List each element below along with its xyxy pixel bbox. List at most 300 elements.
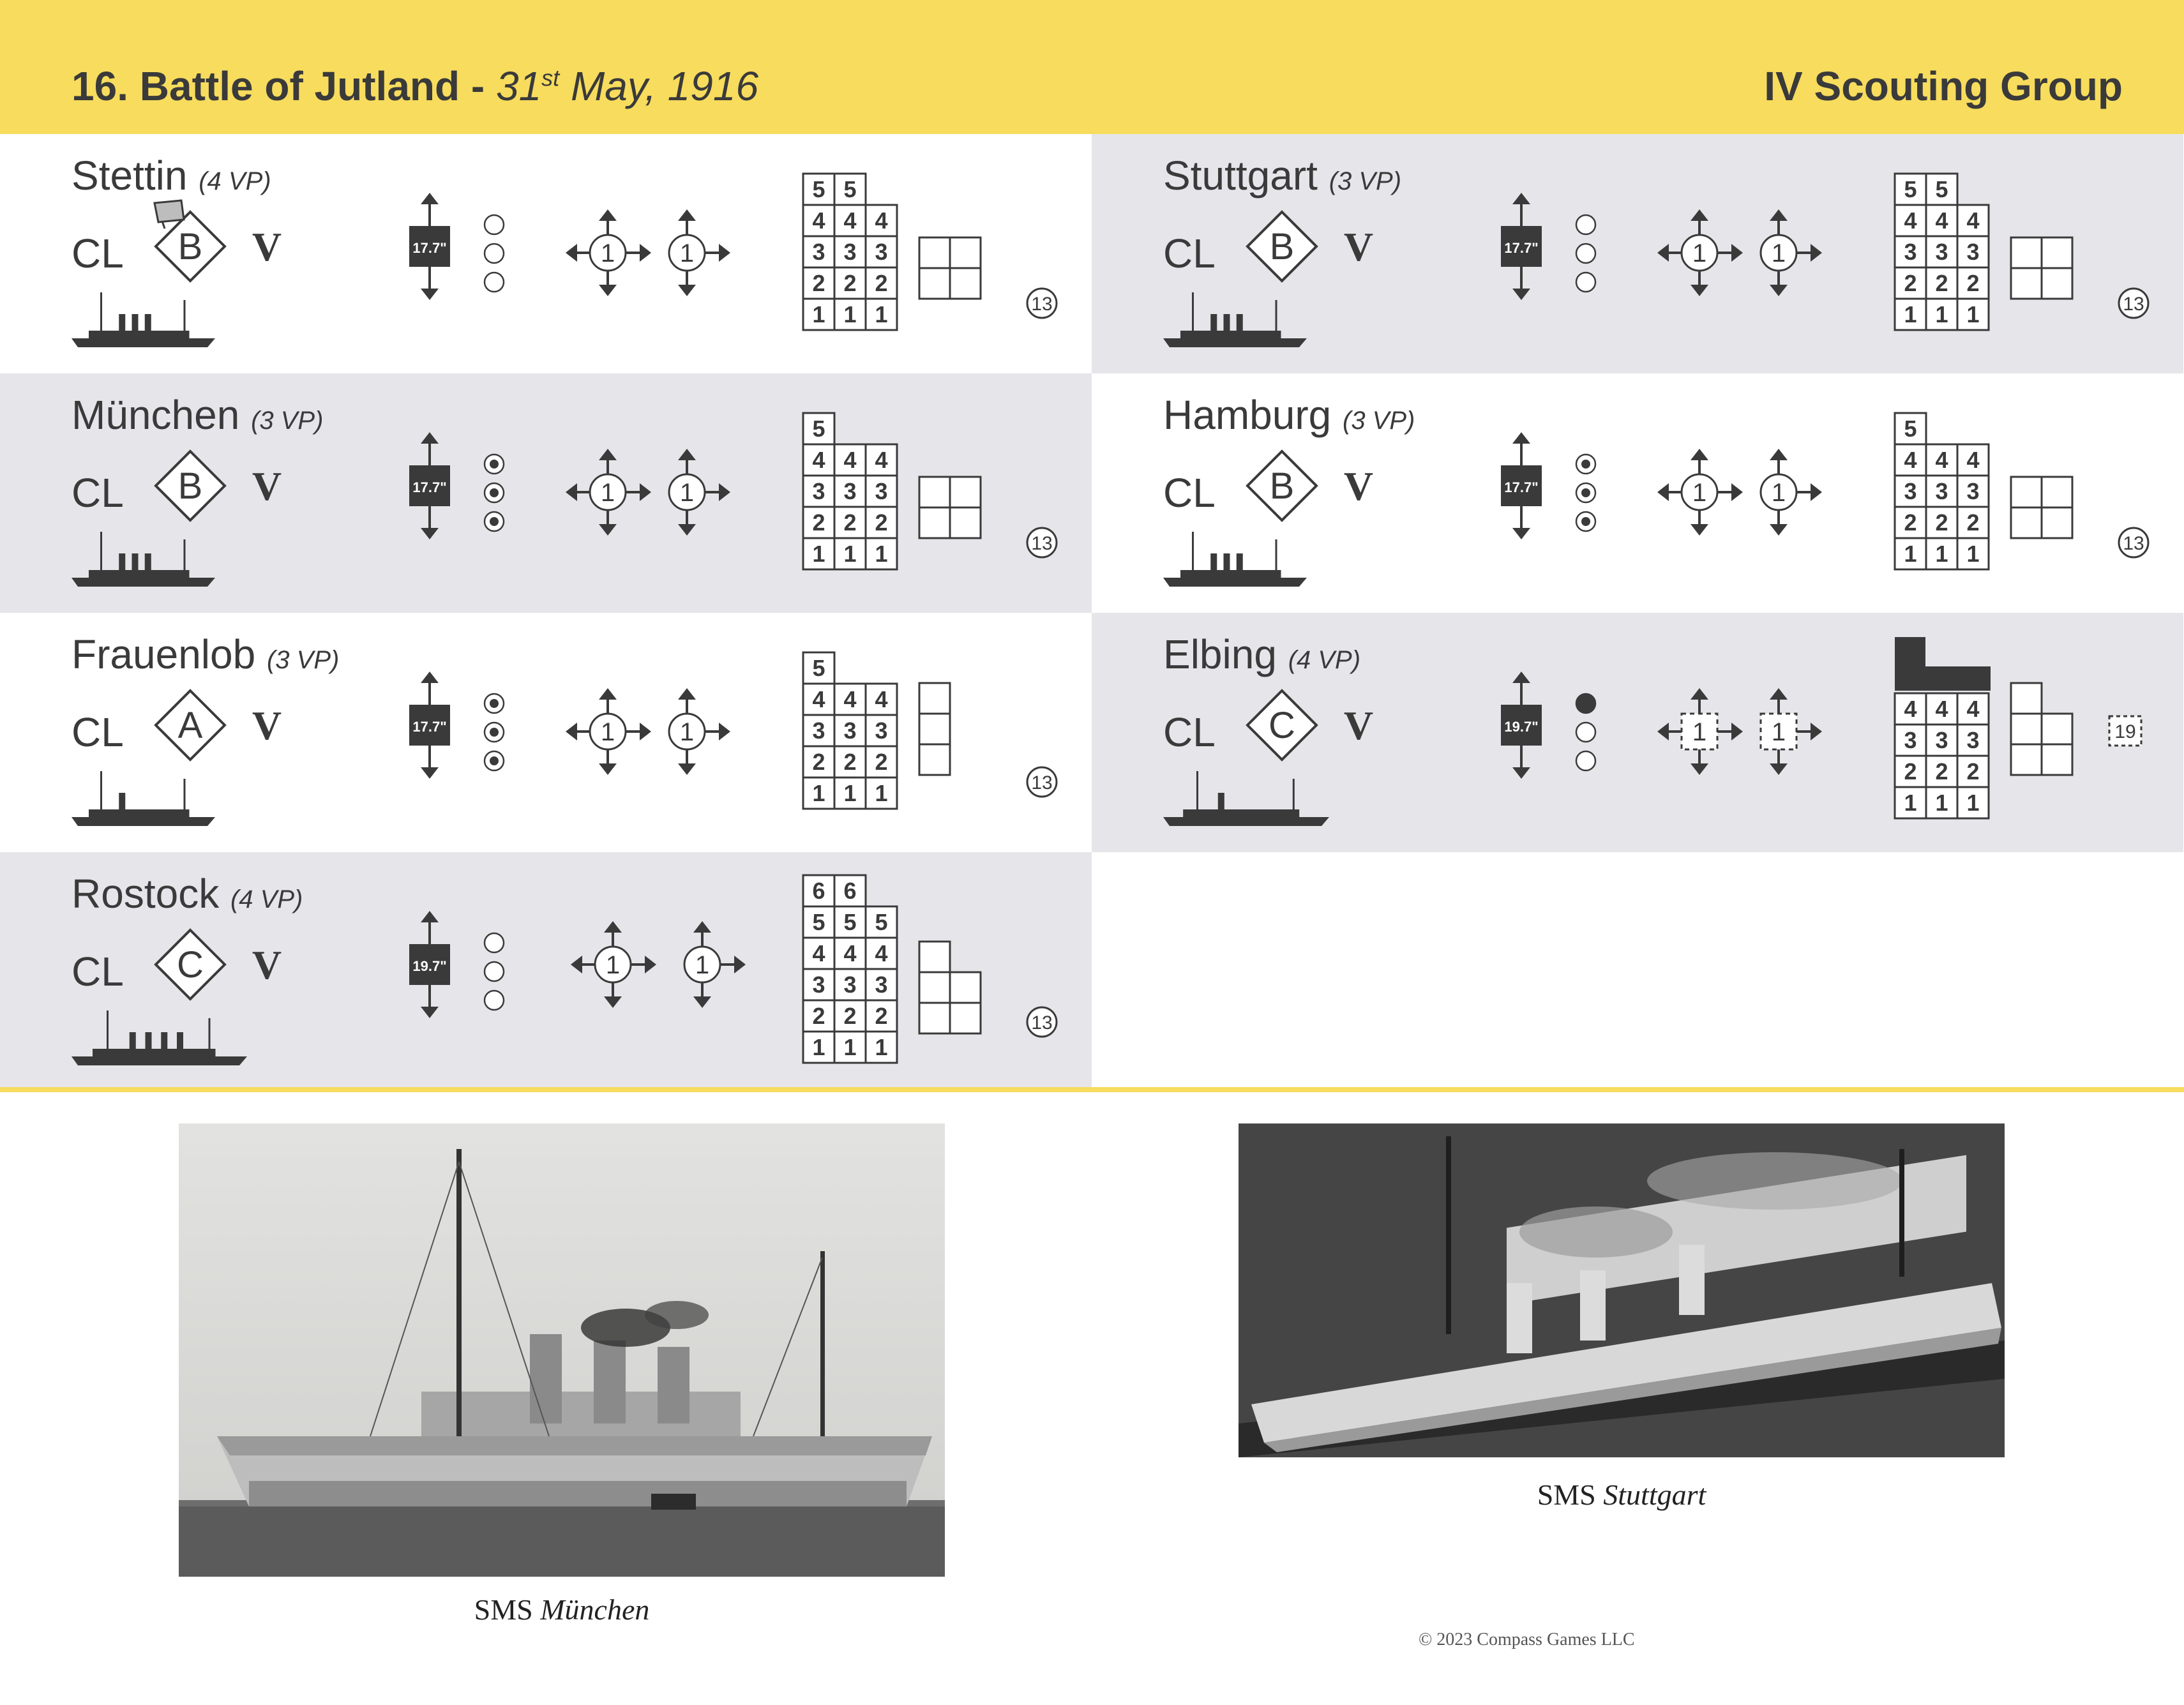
date-day: 31 — [495, 63, 542, 109]
section-divider — [0, 1087, 2184, 1092]
damage-value: 2 — [843, 509, 857, 536]
damage-value: 2 — [1935, 509, 1948, 536]
mast — [184, 300, 186, 332]
damage-value: 3 — [843, 717, 857, 744]
damage-box — [2042, 744, 2072, 775]
gun-mount — [1761, 209, 1822, 296]
rating-value: 13 — [2123, 294, 2144, 315]
damage-value: 6 — [843, 878, 857, 904]
arrow-head — [599, 209, 617, 221]
damage-value: 3 — [812, 478, 825, 504]
speed-track-dot — [490, 728, 499, 737]
mast — [1276, 300, 1277, 332]
damage-value: 4 — [843, 447, 857, 473]
damage-box — [2042, 477, 2072, 507]
ship-name-text: Stettin — [72, 153, 188, 199]
ship-card-frauenlob — [0, 613, 1092, 852]
ship-name-text: München — [72, 392, 240, 438]
arrow-head — [719, 483, 730, 501]
damage-value: 3 — [1935, 239, 1948, 265]
arrow-head — [1512, 528, 1530, 539]
damage-box — [2042, 268, 2072, 299]
arrow-head — [1657, 244, 1669, 262]
arrow-head — [1731, 244, 1743, 262]
hull — [1163, 338, 1307, 347]
arrow-head — [1657, 483, 1669, 501]
class-letter: B — [177, 465, 203, 507]
speed-track-dot — [490, 699, 499, 708]
damage-value: 4 — [875, 447, 888, 473]
damage-box — [2042, 507, 2072, 538]
arrow-head — [678, 688, 696, 700]
nation-mark: V — [252, 224, 282, 269]
scenario-name: 16. Battle of Jutland - — [72, 63, 496, 109]
damage-value: 2 — [1935, 758, 1948, 785]
damage-value: 1 — [812, 1034, 825, 1060]
victory-points: (3 VP) — [266, 646, 340, 674]
arrow-head — [1512, 767, 1530, 779]
speed-track-dot — [490, 756, 499, 765]
mast — [1192, 292, 1194, 332]
damage-value: 2 — [843, 1003, 857, 1029]
damage-value: 5 — [812, 909, 825, 935]
damage-value: 4 — [812, 207, 825, 234]
damage-value: 2 — [1904, 758, 1917, 785]
damage-box — [950, 507, 981, 538]
gun-value: 1 — [1771, 239, 1786, 267]
damage-value: 2 — [812, 749, 825, 775]
arrow-head — [678, 449, 696, 460]
damage-value: 1 — [1904, 790, 1917, 816]
arrow-head — [640, 244, 651, 262]
damage-box — [919, 972, 950, 1003]
arrow-head — [1770, 688, 1788, 700]
damage-box — [919, 1003, 950, 1033]
speed-value: 19.7" — [1504, 719, 1539, 735]
damage-value: 2 — [812, 509, 825, 536]
class-letter: B — [1269, 226, 1295, 267]
copyright-notice: © 2023 Compass Games LLC — [1419, 1630, 1635, 1649]
damage-block-filled — [1895, 666, 1991, 691]
speed-track-circle — [485, 244, 504, 263]
arrow-head — [566, 483, 577, 501]
arrow-head — [1811, 723, 1822, 740]
ship-photo-image — [179, 1123, 945, 1577]
speed-value: 17.7" — [412, 479, 447, 495]
damage-value: 1 — [875, 780, 888, 806]
mast — [107, 1010, 109, 1050]
damage-value: 5 — [812, 416, 825, 442]
mast — [1196, 771, 1198, 811]
victory-points: (3 VP) — [1343, 407, 1415, 435]
damage-value: 2 — [1904, 509, 1917, 536]
hull — [1163, 578, 1307, 587]
damage-value: 4 — [1904, 207, 1917, 234]
funnel — [119, 793, 125, 811]
ship-name-text: Stuttgart — [1163, 153, 1318, 199]
arrow-head — [1691, 209, 1708, 221]
damage-value: 4 — [1966, 207, 1980, 234]
page-header — [0, 0, 2184, 134]
gun-value: 1 — [679, 479, 695, 507]
superstructure — [89, 331, 190, 338]
damage-value: 2 — [1966, 509, 1980, 536]
group-title: IV Scouting Group — [1764, 63, 2123, 109]
ship-silhouette — [72, 771, 215, 826]
gun-value: 1 — [1692, 718, 1707, 746]
damage-value: 4 — [875, 940, 888, 966]
damage-value: 4 — [1935, 447, 1948, 473]
gun-value: 1 — [1692, 479, 1707, 507]
arrow-head — [421, 767, 439, 779]
damage-value: 4 — [875, 686, 888, 712]
rating-value: 19 — [2114, 721, 2136, 742]
ship-type: CL — [1163, 709, 1216, 755]
rating-value: 13 — [2123, 533, 2144, 554]
arrow-head — [1770, 524, 1788, 536]
arrow-head — [421, 911, 439, 922]
damage-box — [2011, 237, 2042, 268]
hull — [72, 578, 215, 587]
arrow-head — [1811, 483, 1822, 501]
damage-value: 5 — [843, 909, 857, 935]
damage-box — [2011, 744, 2042, 775]
damage-value: 3 — [1966, 727, 1980, 753]
damage-value: 1 — [843, 541, 857, 567]
speed-track-dot — [1581, 488, 1590, 497]
victory-points: (3 VP) — [1329, 167, 1402, 195]
damage-value: 2 — [812, 270, 825, 296]
damage-value: 2 — [875, 270, 888, 296]
arrow-head — [421, 528, 439, 539]
damage-value: 1 — [812, 541, 825, 567]
damage-value: 1 — [843, 780, 857, 806]
damage-value: 2 — [812, 1003, 825, 1029]
damage-value: 1 — [1966, 301, 1980, 327]
speed-value: 17.7" — [412, 719, 447, 735]
arrow-head — [421, 672, 439, 683]
ship-card-graphics — [0, 852, 1092, 1092]
damage-value: 3 — [875, 717, 888, 744]
gun-value: 1 — [695, 951, 710, 979]
damage-box — [919, 237, 950, 268]
gun-mount — [1761, 449, 1822, 536]
funnel — [119, 553, 125, 571]
damage-value: 3 — [843, 478, 857, 504]
speed-track-circle — [1576, 723, 1595, 742]
superstructure — [93, 1049, 216, 1056]
mast — [209, 1018, 211, 1050]
speed-track-circle — [1576, 694, 1595, 713]
ship-type: CL — [72, 470, 124, 516]
damage-value: 1 — [812, 301, 825, 327]
damage-value: 3 — [812, 239, 825, 265]
damage-value: 2 — [875, 749, 888, 775]
damage-value: 5 — [843, 176, 857, 202]
victory-points: (3 VP) — [251, 407, 324, 435]
hull — [72, 338, 215, 347]
arrow-head — [1512, 193, 1530, 204]
damage-value: 5 — [1935, 176, 1948, 202]
damage-value: 4 — [1966, 696, 1980, 722]
ship-card-graphics — [1092, 613, 2183, 852]
funnel — [1224, 314, 1230, 332]
damage-value: 3 — [1966, 478, 1980, 504]
speed-track-circle — [1576, 215, 1595, 234]
nation-mark: V — [1343, 224, 1374, 269]
ship-card-graphics — [0, 373, 1092, 613]
ship-card-muenchen — [0, 373, 1092, 613]
damage-value: 1 — [812, 780, 825, 806]
damage-box — [2011, 268, 2042, 299]
speed-track-dot — [490, 460, 499, 469]
gun-value: 1 — [600, 479, 615, 507]
gun-value: 1 — [605, 951, 621, 979]
ship-silhouette — [72, 1010, 247, 1065]
arrow-head — [1512, 289, 1530, 300]
nation-mark: V — [252, 463, 282, 509]
gun-value: 1 — [1692, 239, 1707, 267]
damage-value: 4 — [1935, 696, 1948, 722]
arrow-head — [1657, 723, 1669, 740]
arrow-head — [421, 193, 439, 204]
damage-value: 3 — [1904, 478, 1917, 504]
arrow-head — [678, 524, 696, 536]
arrow-head — [421, 432, 439, 444]
arrow-head — [1691, 763, 1708, 775]
mast — [100, 532, 102, 571]
gun-mount — [669, 209, 730, 296]
arrow-head — [1770, 449, 1788, 460]
rating-value: 13 — [1031, 1012, 1053, 1033]
speed-track-dot — [1581, 517, 1590, 526]
arrow-head — [566, 723, 577, 740]
arrow-head — [599, 285, 617, 296]
gun-mount — [1657, 209, 1743, 296]
ship-type: CL — [72, 230, 124, 276]
ship-name-text: Elbing — [1163, 631, 1277, 677]
caption-ship-name: Stuttgart — [1603, 1478, 1706, 1511]
damage-value: 5 — [812, 655, 825, 681]
arrow-head — [1811, 244, 1822, 262]
arrow-head — [1770, 285, 1788, 296]
arrow-head — [693, 996, 711, 1008]
arrow-head — [421, 289, 439, 300]
speed-track-circle — [485, 991, 504, 1010]
damage-box — [919, 268, 950, 299]
superstructure — [89, 570, 190, 578]
arrow-head — [1731, 723, 1743, 740]
class-letter: A — [177, 705, 203, 746]
arrow-head — [678, 285, 696, 296]
class-letter: B — [177, 226, 203, 267]
victory-points: (4 VP) — [230, 885, 303, 913]
caption-prefix: SMS — [1537, 1478, 1604, 1511]
arrow-head — [719, 723, 730, 740]
class-letter: B — [1269, 465, 1295, 507]
damage-box — [950, 972, 981, 1003]
photo-caption-stuttgart — [1239, 1478, 2005, 1512]
damage-value: 5 — [812, 176, 825, 202]
damage-value: 2 — [843, 270, 857, 296]
ship-card-graphics — [0, 613, 1092, 852]
damage-value: 6 — [812, 878, 825, 904]
funnel — [145, 553, 151, 571]
damage-value: 4 — [843, 940, 857, 966]
arrow-head — [734, 956, 746, 973]
arrow-head — [1691, 688, 1708, 700]
gun-value: 1 — [600, 239, 615, 267]
damage-value: 3 — [843, 972, 857, 998]
speed-track-dot — [490, 488, 499, 497]
arrow-head — [1512, 432, 1530, 444]
flag-icon — [154, 200, 184, 222]
ship-type: CL — [72, 949, 124, 995]
speed-value: 17.7" — [412, 240, 447, 256]
arrow-head — [640, 723, 651, 740]
hull — [1163, 817, 1329, 826]
date-rest: May, 1916 — [559, 63, 759, 109]
damage-value: 3 — [843, 239, 857, 265]
damage-value: 3 — [875, 478, 888, 504]
ship-card-graphics — [1092, 134, 2183, 373]
damage-value: 4 — [812, 686, 825, 712]
arrow-head — [599, 449, 617, 460]
damage-value: 5 — [1904, 176, 1917, 202]
arrow-head — [1691, 449, 1708, 460]
damage-value: 4 — [843, 207, 857, 234]
damage-value: 2 — [1966, 270, 1980, 296]
damage-value: 1 — [843, 301, 857, 327]
arrow-head — [645, 956, 656, 973]
rating-value: 13 — [1031, 533, 1053, 554]
damage-box — [950, 1003, 981, 1033]
nation-mark: V — [1343, 703, 1374, 748]
mast — [184, 539, 186, 571]
damage-value: 5 — [1904, 416, 1917, 442]
damage-box — [950, 477, 981, 507]
victory-points: (4 VP) — [199, 167, 271, 195]
damage-value: 3 — [875, 972, 888, 998]
damage-value: 3 — [1904, 727, 1917, 753]
gun-mount — [1657, 449, 1743, 536]
damage-box — [2011, 714, 2042, 744]
ship-name-text: Frauenlob — [72, 631, 256, 677]
damage-value: 4 — [1904, 447, 1917, 473]
speed-value: 19.7" — [412, 958, 447, 974]
damage-value: 2 — [875, 509, 888, 536]
ship-card-graphics — [0, 134, 1092, 373]
damage-value: 3 — [1935, 478, 1948, 504]
damage-box — [2042, 714, 2072, 744]
damage-box — [919, 714, 950, 744]
arrow-head — [604, 996, 622, 1008]
arrow-head — [421, 1007, 439, 1018]
rating-value: 13 — [1031, 772, 1053, 793]
funnel — [1218, 793, 1224, 811]
nation-mark: V — [1343, 463, 1374, 509]
arrow-head — [599, 524, 617, 536]
damage-box — [2011, 683, 2042, 714]
ship-name-text: Hamburg — [1163, 392, 1332, 438]
damage-value: 1 — [1966, 790, 1980, 816]
speed-track-circle — [1576, 273, 1595, 292]
ship-card-rostock — [0, 852, 1092, 1092]
damage-value: 4 — [875, 207, 888, 234]
speed-track-dot — [490, 517, 499, 526]
damage-box — [919, 477, 950, 507]
ship-photo-image — [1239, 1123, 2005, 1457]
mast — [184, 779, 186, 811]
damage-value: 4 — [1935, 207, 1948, 234]
damage-value: 4 — [812, 447, 825, 473]
ship-silhouette — [72, 532, 215, 587]
damage-value: 1 — [875, 1034, 888, 1060]
caption-ship-name: München — [540, 1593, 650, 1626]
damage-value: 1 — [843, 1034, 857, 1060]
damage-box — [2011, 477, 2042, 507]
damage-value: 4 — [1966, 447, 1980, 473]
ship-silhouette — [1163, 532, 1307, 587]
caption-prefix: SMS — [474, 1593, 541, 1626]
damage-value: 1 — [1935, 541, 1948, 567]
ship-type: CL — [72, 709, 124, 755]
victory-points: (4 VP) — [1288, 646, 1361, 674]
gun-mount — [566, 209, 651, 296]
mast — [1276, 539, 1277, 571]
gun-mount — [669, 449, 730, 536]
arrow-head — [1691, 524, 1708, 536]
arrow-head — [571, 956, 582, 973]
funnel — [146, 1032, 152, 1050]
ship-card-stuttgart — [1092, 134, 2183, 373]
speed-track-circle — [1576, 751, 1595, 770]
gun-mount — [684, 921, 746, 1008]
scenario-title — [72, 63, 758, 110]
mast — [1293, 779, 1295, 811]
photo-caption-muenchen — [179, 1593, 945, 1626]
mast — [100, 292, 102, 332]
arrow-head — [640, 483, 651, 501]
arrow-head — [1770, 763, 1788, 775]
damage-value: 2 — [1904, 270, 1917, 296]
funnel — [132, 553, 139, 571]
damage-value: 2 — [875, 1003, 888, 1029]
damage-value: 3 — [812, 717, 825, 744]
speed-value: 17.7" — [1504, 479, 1539, 495]
arrow-head — [678, 209, 696, 221]
funnel — [177, 1032, 183, 1050]
superstructure — [1180, 570, 1281, 578]
hull — [72, 817, 215, 826]
arrow-head — [1770, 209, 1788, 221]
superstructure — [1183, 809, 1299, 817]
gun-mount — [566, 449, 651, 536]
gun-mount — [566, 688, 651, 775]
ship-card-hamburg — [1092, 373, 2183, 613]
gun-value: 1 — [1771, 718, 1786, 746]
gun-mount — [669, 688, 730, 775]
gun-value: 1 — [679, 718, 695, 746]
speed-track-circle — [485, 962, 504, 981]
ship-card-elbing — [1092, 613, 2183, 852]
damage-box — [919, 942, 950, 972]
date-suffix: st — [541, 64, 560, 91]
funnel — [161, 1032, 167, 1050]
damage-value: 2 — [1966, 758, 1980, 785]
ship-silhouette — [1163, 771, 1329, 826]
arrow-head — [1691, 285, 1708, 296]
